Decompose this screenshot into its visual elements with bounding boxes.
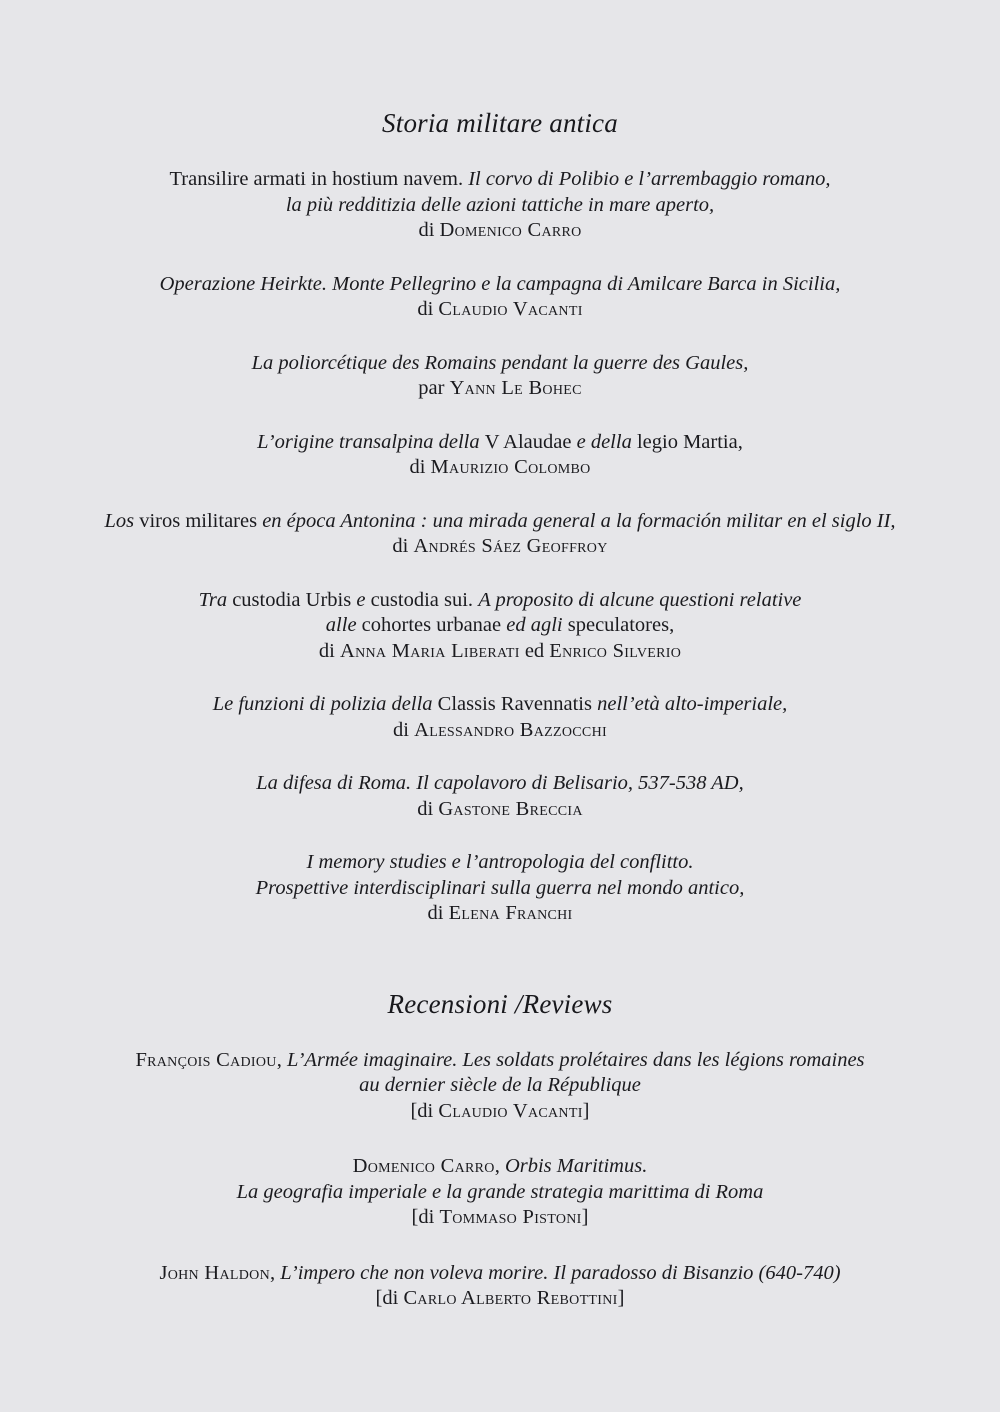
entry-byline (0, 534, 1000, 560)
byline-prefix: di (392, 535, 414, 557)
entry-byline (0, 376, 1000, 402)
toc-entry[interactable] (0, 509, 1000, 560)
title-run-roman: V Alaudae (484, 430, 577, 453)
entry-title-line (0, 1048, 1000, 1074)
entry-title-line (0, 876, 1000, 902)
byline-prefix: par (418, 377, 450, 399)
reviewer-close-bracket: ] (581, 1206, 589, 1228)
title-run-roman: legio Martia, (636, 430, 743, 453)
author-name: Domenico Carro (439, 219, 582, 241)
title-run-italic: L’origine transalpina della (257, 430, 485, 453)
toc-entry[interactable] (0, 167, 1000, 244)
entry-byline (0, 718, 1000, 744)
title-run-roman: custodia Urbis (232, 588, 357, 611)
title-run-italic: alle (325, 614, 362, 636)
reviewer-open-bracket: [di (410, 1099, 439, 1122)
title-run-italic: Tra (198, 588, 233, 611)
author-separator: , (494, 1155, 505, 1177)
reviewer-byline (0, 1286, 1000, 1312)
entry-byline (0, 901, 1000, 927)
entry-byline (0, 297, 1000, 323)
author-name: Andrés Sáez Geoffroy (413, 535, 608, 557)
book-title: L’Armée imaginaire. Les soldats prolétaires dans les légions romaines (286, 1048, 865, 1071)
entry-byline (0, 797, 1000, 823)
title-run-italic: e della (576, 430, 637, 453)
reviewer-name: Carlo Alberto Rebottini (403, 1287, 618, 1309)
title-run-italic: Prospettive interdisciplinari sulla guerra nel mondo antico, (255, 876, 745, 899)
toc-entry[interactable] (0, 771, 1000, 822)
title-run-italic: Le funzioni di polizia della (212, 693, 438, 715)
entry-title-line (0, 193, 1000, 219)
toc-entry[interactable] (0, 430, 1000, 481)
book-title-cont: La geografia imperiale e la grande strategia marittima di Roma (236, 1180, 764, 1203)
byline-prefix: di (417, 298, 439, 320)
byline-prefix: di (409, 456, 431, 478)
entry-title-line (0, 692, 1000, 718)
reviewer-name: Claudio Vacanti (438, 1099, 583, 1122)
review-entry[interactable] (0, 1261, 1000, 1312)
title-run-roman: Transilire armati in hostium navem. (169, 168, 469, 190)
book-author-name: John Haldon (159, 1261, 270, 1284)
entry-byline (0, 455, 1000, 481)
toc-entry[interactable] (0, 850, 1000, 927)
book-author-name: Domenico Carro (352, 1155, 495, 1177)
section-heading-military: Storia militare antica (382, 108, 618, 138)
reviewer-byline (0, 1099, 1000, 1125)
reviewer-open-bracket: [di (411, 1206, 440, 1228)
entry-title-line (0, 1261, 1000, 1287)
book-title: Orbis Maritimus. (504, 1155, 648, 1177)
title-run-roman: custodia sui. (370, 588, 479, 611)
author-name: Alessandro Bazzocchi (414, 718, 607, 741)
review-entry-list (0, 1048, 1000, 1312)
title-run-italic: Operazione Heirkte. Monte Pellegrino e la campagna di Amilcare Barca in Sicilia, (159, 272, 841, 295)
entry-title-line (0, 588, 1000, 614)
reviewer-open-bracket: [di (375, 1287, 404, 1309)
entry-byline (0, 218, 1000, 244)
title-run-italic: la più redditizia delle azioni tattiche in mare aperto, (285, 193, 715, 216)
military-entry-list (0, 167, 1000, 927)
entry-title-line (0, 509, 1000, 535)
title-run-roman: Classis Ravennatis (437, 693, 598, 715)
title-run-roman: speculatores, (567, 614, 675, 636)
entry-title-line (0, 850, 1000, 876)
author-name: Elena Franchi (448, 902, 573, 924)
title-run-italic: nell’età alto-imperiale, (597, 693, 788, 715)
byline-prefix: di (418, 219, 440, 241)
author-name: Maurizio Colombo (430, 456, 591, 478)
toc-entry[interactable] (0, 692, 1000, 743)
toc-entry[interactable] (0, 272, 1000, 323)
title-run-italic: en época Antonina : una mirada general a la formación militar en el siglo II, (262, 509, 896, 532)
title-run-italic: A proposito di alcune questioni relative (478, 588, 802, 611)
entry-title-line (0, 1180, 1000, 1206)
byline-conjunction: ed (519, 639, 550, 662)
byline-prefix: di (318, 639, 340, 662)
title-run-italic: ed agli (506, 614, 568, 636)
entry-title-line (0, 771, 1000, 797)
title-run-italic: La poliorcétique des Romains pendant la guerre des Gaules, (251, 351, 749, 374)
entry-title-line (0, 272, 1000, 298)
title-run-roman: viros militares (139, 509, 263, 532)
title-run-italic: Los (104, 509, 140, 532)
review-entry[interactable] (0, 1048, 1000, 1125)
author-separator: , (270, 1261, 281, 1284)
reviewer-close-bracket: ] (617, 1287, 625, 1309)
entry-title-line (0, 351, 1000, 377)
entry-title-line (0, 167, 1000, 193)
title-run-italic: Il corvo di Polibio e l’arrembaggio romano, (468, 168, 831, 190)
toc-entry[interactable] (0, 588, 1000, 665)
entry-title-line (0, 430, 1000, 456)
title-run-italic: I memory studies e l’antropologia del conflitto. (306, 851, 694, 873)
author-name-secondary: Enrico Silverio (549, 639, 682, 662)
reviewer-byline (0, 1205, 1000, 1231)
byline-prefix: di (427, 902, 449, 924)
author-name: Anna Maria Liberati (339, 639, 520, 662)
book-author-name: François Cadiou (135, 1048, 277, 1071)
book-title-cont: au dernier siècle de la République (359, 1074, 641, 1096)
entry-byline (0, 639, 1000, 665)
entry-title-line (0, 1154, 1000, 1180)
byline-prefix: di (393, 718, 415, 741)
author-name: Yann Le Bohec (449, 377, 582, 399)
title-run-italic: La difesa di Roma. Il capolavoro di Belisario, 537-538 AD, (256, 772, 744, 794)
entry-title-line (0, 613, 1000, 639)
byline-prefix: di (417, 797, 439, 820)
section-heading-reviews: Recensioni /Reviews (387, 988, 613, 1019)
reviewer-close-bracket: ] (582, 1099, 590, 1122)
title-run-roman: cohortes urbanae (361, 614, 507, 636)
review-entry[interactable] (0, 1154, 1000, 1231)
author-name: Gastone Breccia (438, 797, 583, 820)
author-separator: , (276, 1048, 287, 1071)
author-name: Claudio Vacanti (438, 298, 583, 320)
reviewer-name: Tommaso Pistoni (439, 1206, 582, 1228)
entry-title-line (0, 1073, 1000, 1099)
title-run-italic: e (356, 588, 371, 611)
book-title: L’impero che non voleva morire. Il paradosso di Bisanzio (640-740) (280, 1261, 841, 1284)
toc-entry[interactable] (0, 351, 1000, 402)
